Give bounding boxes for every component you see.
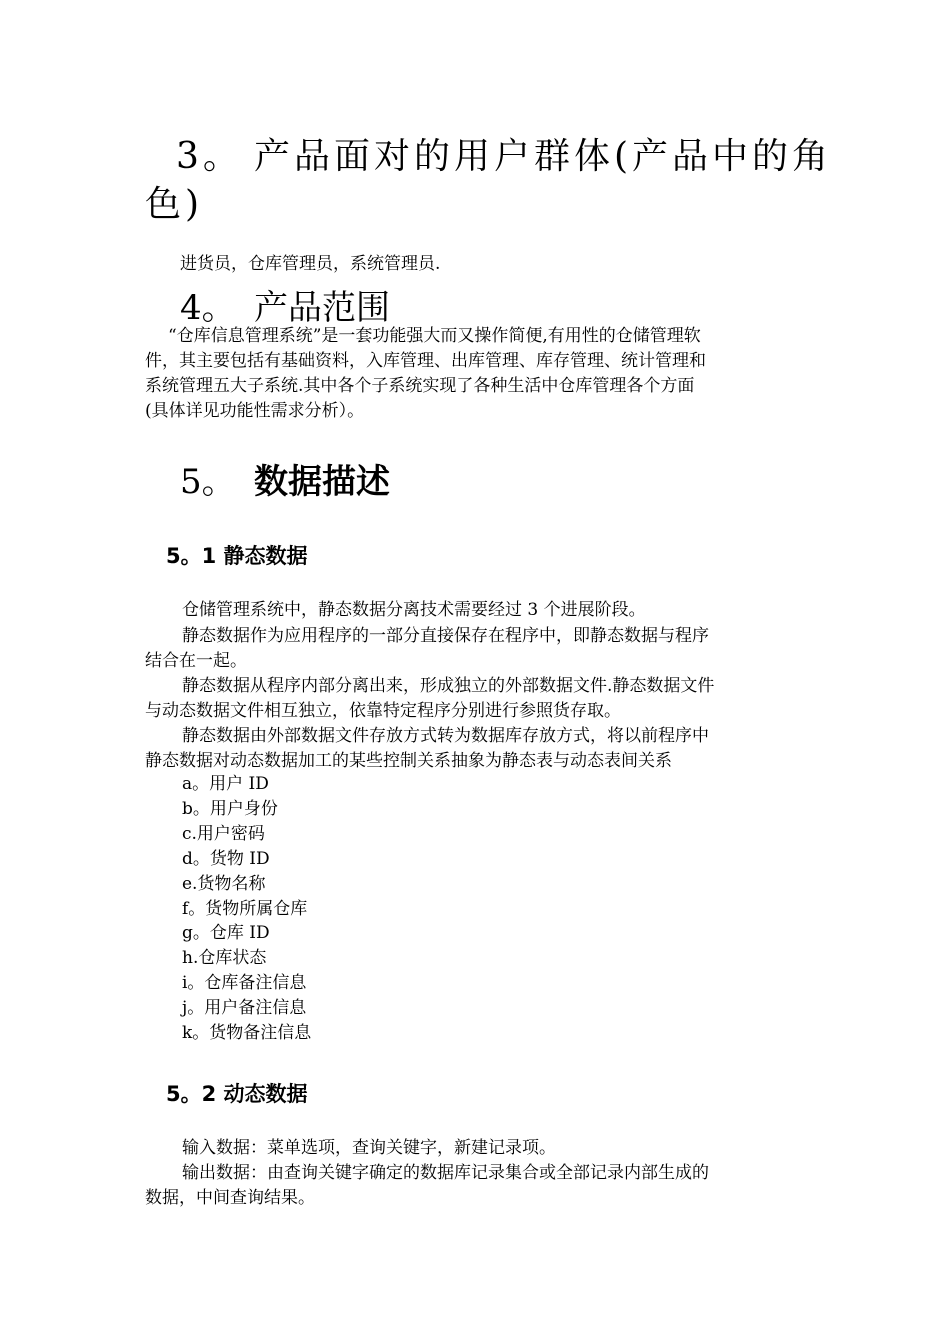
section-5-2-title: 5。2 动态数据 xyxy=(166,1082,308,1106)
section-4-para-line3: 系统管理五大子系统.其中各个子系统实现了各种生活中仓库管理各个方面 xyxy=(145,376,695,396)
section-5-2-para2-line1: 输出数据：由查询关键字确定的数据库记录集合或全部记录内部生成的 xyxy=(182,1163,709,1183)
section-3-title-line2: 色) xyxy=(145,184,204,225)
list-item: j。用户备注信息 xyxy=(182,998,307,1019)
section-5-1-para2-line1: 静态数据作为应用程序的一部分直接保存在程序中，即静态数据与程序 xyxy=(182,626,709,646)
section-5-1-para3-line2: 与动态数据文件相互独立，依靠特定程序分别进行参照货存取。 xyxy=(145,701,621,721)
section-5-2-para1: 输入数据：菜单选项，查询关键字，新建记录项。 xyxy=(182,1138,556,1158)
static-data-list xyxy=(182,772,311,1046)
section-5-1-title: 5。1 静态数据 xyxy=(166,544,308,568)
list-item: h.仓库状态 xyxy=(182,948,267,969)
list-item: e.货物名称 xyxy=(182,873,266,894)
list-item: f。货物所属仓库 xyxy=(182,898,308,919)
section-3-text: 进货员，仓库管理员，系统管理员. xyxy=(180,254,441,274)
section-4-number: 4。 xyxy=(180,288,236,328)
list-item: b。用户身份 xyxy=(182,798,278,819)
list-item: a。用户 ID xyxy=(182,774,269,794)
section-5-1-para4-line1: 静态数据由外部数据文件存放方式转为数据库存放方式，将以前程序中 xyxy=(182,726,709,746)
list-item: g。仓库 ID xyxy=(182,923,270,944)
list-item: k。货物备注信息 xyxy=(182,1023,312,1044)
list-item: d。货物 ID xyxy=(182,848,270,869)
section-3-number: 3。 xyxy=(176,136,243,177)
section-3-title-line1: 产品面对的用户群体(产品中的角 xyxy=(254,136,833,177)
section-4-para-line2: 件，其主要包括有基础资料，入库管理、出库管理、库存管理、统计管理和 xyxy=(145,351,706,371)
section-5-1-para1: 仓储管理系统中，静态数据分离技术需要经过 3 个进展阶段。 xyxy=(182,600,646,620)
section-4-para-line1: “仓库信息管理系统”是一套功能强大而又操作简便,有用性的仓储管理软 xyxy=(168,326,701,346)
section-5-title: 数据描述 xyxy=(254,462,390,502)
section-4-title: 产品范围 xyxy=(254,288,390,328)
section-5-1-para3-line1: 静态数据从程序内部分离出来，形成独立的外部数据文件.静态数据文件 xyxy=(182,676,715,696)
section-5-1-para4-line2: 静态数据对动态数据加工的某些控制关系抽象为静态表与动态表间关系 xyxy=(145,751,672,771)
section-5-2-para2-line2: 数据，中间查询结果。 xyxy=(145,1188,315,1208)
section-4-para-line4: (具体详见功能性需求分析）。 xyxy=(145,401,365,421)
list-item: i。仓库备注信息 xyxy=(182,973,307,994)
section-5-1-para2-line2: 结合在一起。 xyxy=(145,651,247,671)
section-5-number: 5。 xyxy=(180,462,236,502)
list-item: c.用户密码 xyxy=(182,823,265,844)
